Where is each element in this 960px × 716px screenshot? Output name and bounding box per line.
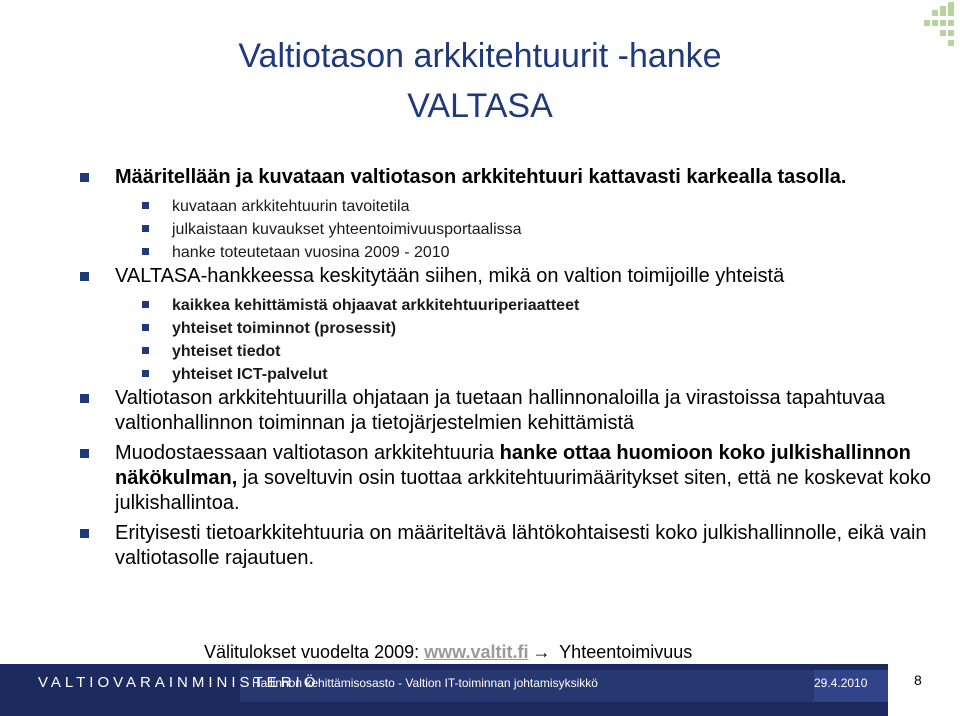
bullet-item <box>80 441 940 516</box>
square-bullet-icon <box>142 301 149 308</box>
bullet-text: yhteiset tiedot <box>172 343 281 360</box>
bullet-item <box>80 386 940 436</box>
square-bullet-icon <box>142 370 149 377</box>
square-bullet-icon <box>142 324 149 331</box>
bullet-text: VALTASA-hankkeessa keskitytään siihen, mikä on valtion toimijoille yhteistä <box>115 265 785 287</box>
square-bullet-icon <box>80 272 89 281</box>
bullet-text: yhteiset toiminnot (prosessit) <box>172 320 397 337</box>
bullet-text: hanke ottaa huomioon koko julkishallinnon näkökulman, <box>115 442 911 489</box>
square-bullet-icon <box>80 449 89 458</box>
sub-bullet-item <box>80 317 940 340</box>
square-bullet-icon <box>142 248 149 255</box>
bullet-text: Muodostaessaan valtiotason arkkitehtuuria <box>115 442 500 464</box>
sub-bullet-item <box>80 294 940 317</box>
slide-title-line2: VALTASA <box>407 87 553 125</box>
bullet-list <box>80 165 940 576</box>
results-suffix: Yhteentoimivuus <box>554 642 693 662</box>
square-bullet-icon <box>142 202 149 209</box>
square-bullet-icon <box>142 225 149 232</box>
square-bullet-icon <box>80 394 89 403</box>
square-bullet-icon <box>142 347 149 354</box>
bullet-text: kuvataan arkkitehtuurin tavoitetila <box>172 198 410 215</box>
arrow-right-icon: → <box>532 642 551 662</box>
sub-bullet-item <box>80 340 940 363</box>
page-number-box <box>888 664 960 716</box>
bullet-item <box>80 521 940 571</box>
sub-bullet-item <box>80 241 940 264</box>
bullet-text: Erityisesti tietoarkkitehtuuria on määriteltävä lähtökohtaisesti koko julkishallinnolle, eikä vain valtiotasolle rajautuen. <box>115 522 927 569</box>
sub-bullet-item <box>80 195 940 218</box>
sub-bullet-item <box>80 218 940 241</box>
bullet-item <box>80 165 940 190</box>
bullet-text: kaikkea kehittämistä ohjaavat arkkitehtuuriperiaatteet <box>172 297 580 314</box>
bullet-text: ja soveltuvin osin tuottaa arkkitehtuurimääritykset siten, että ne koskevat koko julkishallintoa. <box>115 467 931 514</box>
bullet-item <box>80 264 940 289</box>
footer-bar <box>0 664 960 716</box>
sub-bullet-item <box>80 363 940 386</box>
valtit-link[interactable]: www.valtit.fi <box>424 642 529 662</box>
square-bullet-icon <box>80 173 89 182</box>
ministry-logo-text: VALTIOVARAINMINISTERIÖ <box>38 674 320 691</box>
bullet-text: hanke toteutetaan vuosina 2009 - 2010 <box>172 244 450 261</box>
bullet-text: yhteiset ICT-palvelut <box>172 366 328 383</box>
bullet-text: Valtiotason arkkitehtuurilla ohjataan ja tuetaan hallinnonaloilla ja virastoissa tapahtuvaa valtionhallinnon toiminnan ja tietojärjestelmien kehittämistä <box>115 387 886 434</box>
bullet-text: julkaistaan kuvaukset yhteentoimivuusportaalissa <box>172 221 522 238</box>
page-number: 8 <box>914 672 922 688</box>
department-name: Hallinnon kehittämisosasto - Valtion IT-toiminnan johtamisyksikkö <box>252 676 598 690</box>
results-prefix: Välitulokset vuodelta 2009: <box>204 642 425 662</box>
bullet-text: Määritellään ja kuvataan valtiotason arkkitehtuuri kattavasti karkealla tasolla. <box>115 166 847 188</box>
slide-date: 29.4.2010 <box>814 676 868 690</box>
square-bullet-icon <box>80 529 89 538</box>
slide-title-line1: Valtiotason arkkitehtuurit -hanke <box>238 37 722 75</box>
